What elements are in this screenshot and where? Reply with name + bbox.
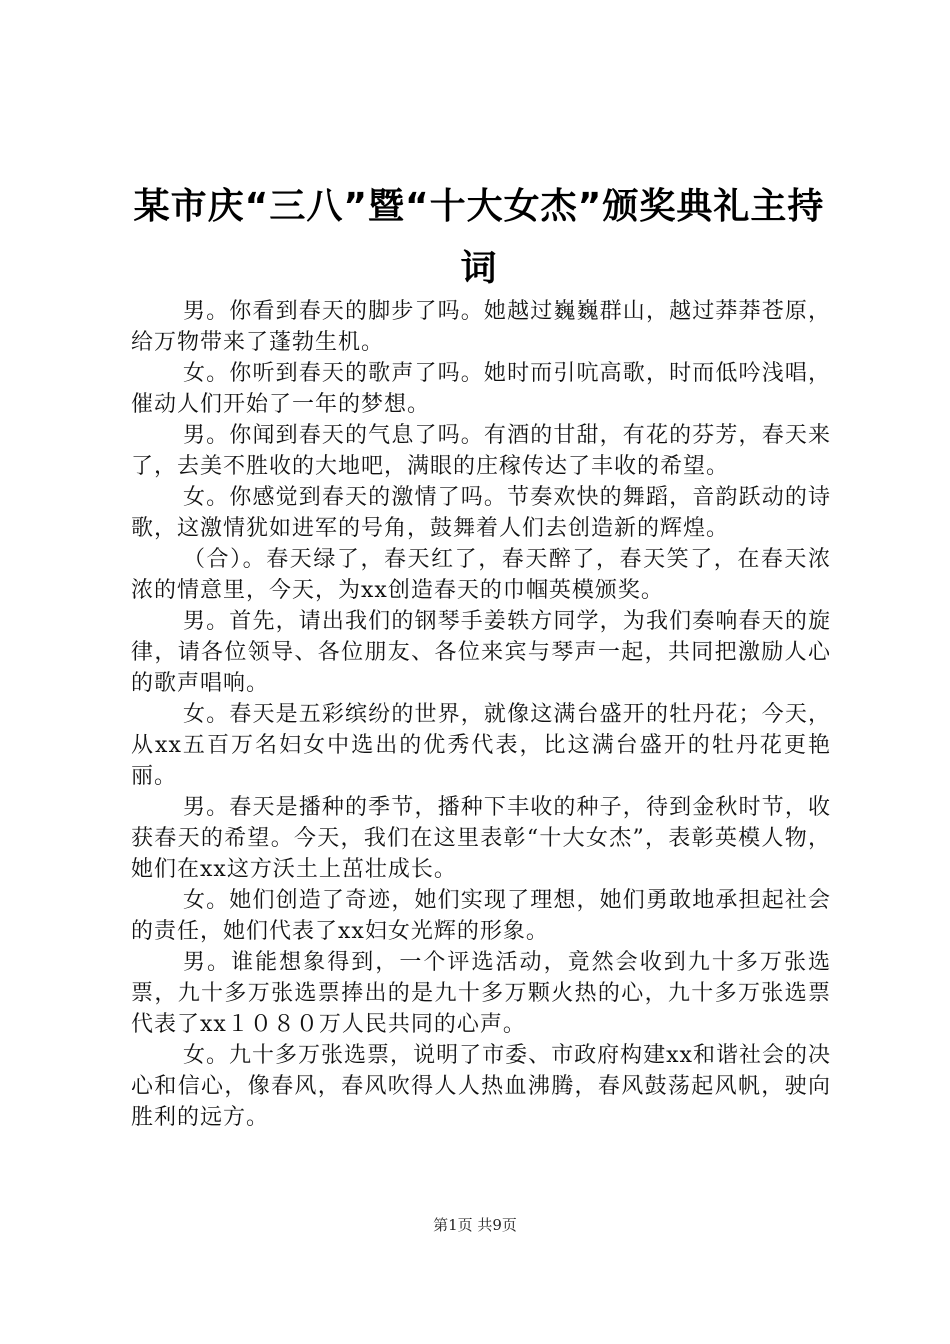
paragraph: 女。春天是五彩缤纷的世界，就像这满台盛开的牡丹花；今天，从xx五百万名妇女中选出的优秀代表，比这满台盛开的牡丹花更艳丽。 <box>131 702 831 789</box>
document-title: 某市庆“三八”暨“十大女杰”颁奖典礼主持词 <box>133 186 825 289</box>
page-number-footer: 第1页 共9页 <box>433 1216 517 1234</box>
paragraph: 男。你闻到春天的气息了吗。有酒的甘甜，有花的芬芳，春天来了，去美不胜收的大地吧，满眼的庄稼传达了丰收的希望。 <box>131 423 831 479</box>
paragraph: 男。春天是播种的季节，播种下丰收的种子，待到金秋时节，收获春天的希望。今天，我们在这里表彰“十大女杰”，表彰英模人物，她们在xx这方沃土上茁壮成长。 <box>131 795 831 882</box>
paragraph: 女。她们创造了奇迹，她们实现了理想，她们勇敢地承担起社会的责任，她们代表了xx妇女光辉的形象。 <box>131 888 831 944</box>
paragraph: 女。你感觉到春天的激情了吗。节奏欢快的舞蹈，音韵跃动的诗歌，这激情犹如进军的号角，鼓舞着人们去创造新的辉煌。 <box>131 485 831 541</box>
paragraph: 男。谁能想象得到，一个评选活动，竟然会收到九十多万张选票，九十多万张选票捧出的是九十多万颗火热的心，九十多万张选票代表了xx１０８０万人民共同的心声。 <box>131 950 831 1037</box>
paragraph: 男。你看到春天的脚步了吗。她越过巍巍群山，越过莽莽苍原，给万物带来了蓬勃生机。 <box>131 299 831 355</box>
paragraph: 女。九十多万张选票，说明了市委、市政府构建xx和谐社会的决心和信心，像春风，春风吹得人人热血沸腾，春风鼓荡起风帆，驶向胜利的远方。 <box>131 1043 831 1130</box>
paragraph: 男。首先，请出我们的钢琴手姜轶方同学，为我们奏响春天的旋律，请各位领导、各位朋友、各位来宾与琴声一起，共同把激励人心的歌声唱响。 <box>131 609 831 696</box>
paragraph: （合）。春天绿了，春天红了，春天醉了，春天笑了，在春天浓浓的情意里，今天，为xx创造春天的巾帼英模颁奖。 <box>131 547 831 603</box>
paragraph: 女。你听到春天的歌声了吗。她时而引吭高歌，时而低吟浅唱，催动人们开始了一年的梦想。 <box>131 361 831 417</box>
document-body <box>131 296 831 1133</box>
